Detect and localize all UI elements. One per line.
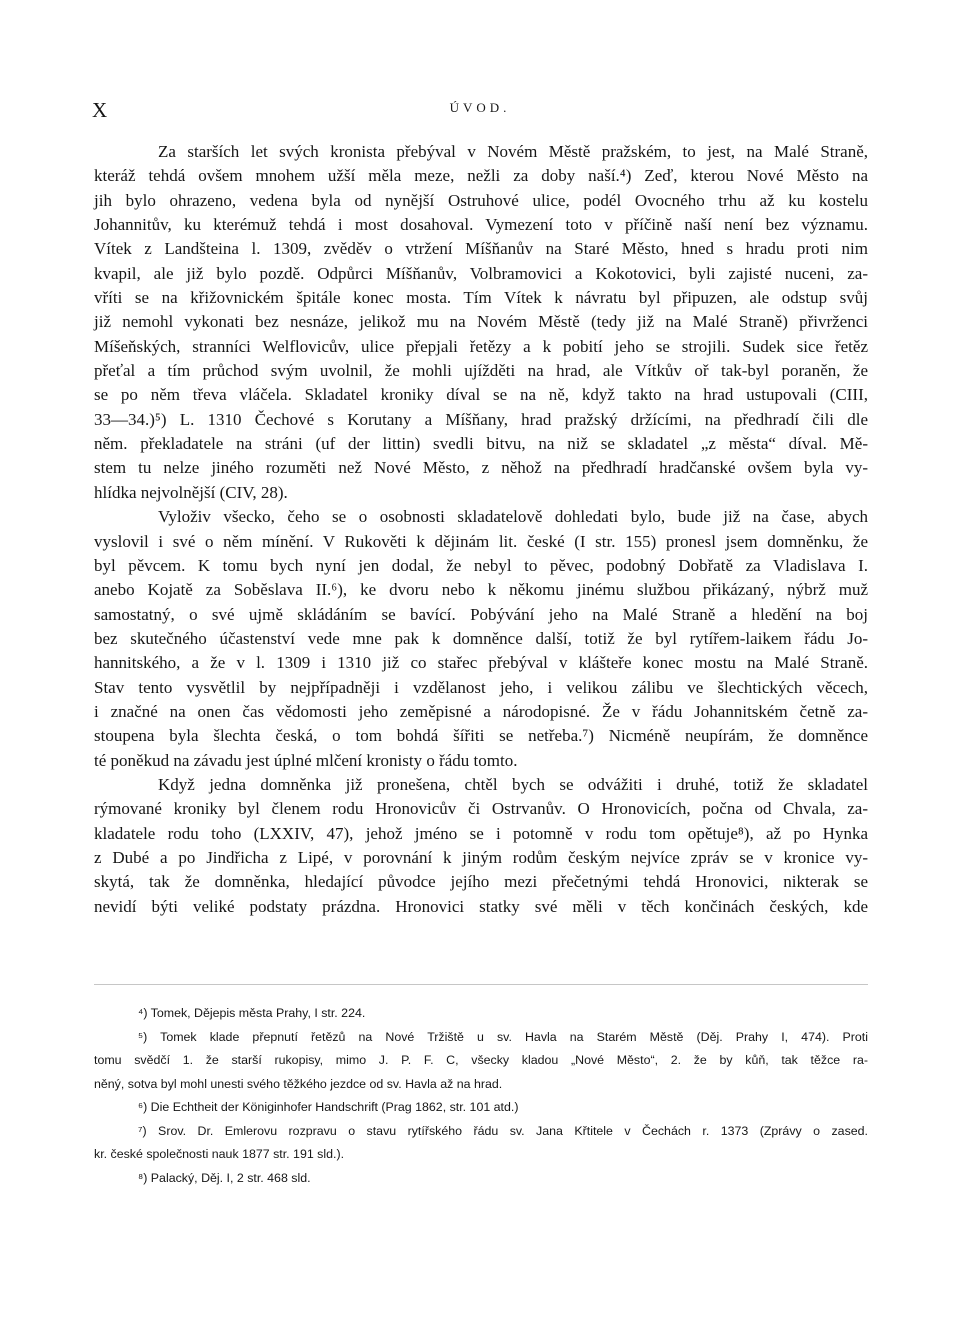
footnote-line: tomu svědčí 1. že starší rukopisy, mimo J. P. F. C, všecky kladou „Nové Město“, 2. že by kůň, tak těžce ra- [94, 1053, 868, 1067]
text-line: se po něm třeva vláčela. Skladatel kroniky díval se na ně, když takto na hrad ustupovali (CIII, [94, 385, 868, 405]
text-line: jih bylo ohrazeno, vedena byla od nynější Ostruhové ulice, podél Ovocného trhu až ku kostelu [94, 190, 868, 210]
text-line: samostatný, o své ujmě skládáním se bavící. Pobývání jeho na Malé Straně a hledění na boj [94, 604, 868, 624]
text-line: 33—34.)⁵) L. 1310 Čechové s Korutany a Míšňany, hrad pražský držícími, na předhradí čili dle [94, 409, 868, 429]
text-line: Za starších let svých kronista přebýval v Novém Městě pražském, to jest, na Malé Straně, [158, 142, 868, 161]
text-line: již nemohl vykonati bez nesnáze, jelikož mu na Novém Městě (tedy již na Malé Straně) přivrženci [94, 312, 868, 332]
text-line: Vítek z Landšteina l. 1309, zvěděv o vtržení Míšňanův na Staré Město, hned s hradu proti nim [94, 239, 868, 259]
text-line: nevidí býti veliké podstaty prázdna. Hronovici statky své měli v těch končinách českých, kde [94, 896, 868, 916]
text-line: kvapil, ale již bylo pozdě. Odpůrci Míšňanův, Volbramovici a Kokotovici, byli zajisté nuceni, za- [94, 263, 868, 283]
footnote-line: ⁸) Palacký, Děj. I, 2 str. 468 sld. [138, 1170, 311, 1185]
text-line: bez skutečného účastenství vede mne pak k domněnce další, totiž že byl rytířem-laikem řádu Jo- [94, 628, 868, 648]
text-line: kteráž tehdá ovšem mnohem užší měla meze, nežli za doby naší.⁴) Zeď, kterou Nové Město na [94, 166, 868, 186]
text-line: anebo Kojatě za Soběslava II.⁶), ke dvoru nebo k někomu jinému službou přikázaný, nýbrž muž [94, 580, 868, 600]
footnote-line: něný, sotva byl mohl unesti svého těžkého jezdce od sv. Havla až na hrad. [94, 1076, 503, 1091]
text-line: přeťal a tím průchod svým uvolnil, že mohli ujížděti na hrad, ale Vítkův oř tak-byl poraněn, že [94, 361, 868, 381]
text-line: Míšeňských, stranníci Welflovicův, ulice přepjali řetězy a k pobití jeho se strojili. Sudek sice řetěz [94, 336, 868, 356]
text-line: byl pěvcem. K tomu bych nyní jen dodal, že nebyl to pěvec, podobný Dobřatě za Vladislava I. [94, 555, 868, 575]
text-line: stem tu nelze jiného rozuměti než Nové Město, z něhož na předhradí hradčanské ovšem byla vy- [94, 458, 868, 478]
running-title: ÚVOD. [449, 100, 511, 115]
text-line: hannitského, a že v l. 1309 i 1310 již co stařec přebýval v klášteře konec mostu na Malé Straně. [94, 653, 868, 673]
footnote-line: ⁷) Srov. Dr. Emlerovu rozpravu o stavu rytířského řádu sv. Jana Křtitele v Čechách r. 1373 (Zprávy o zased. [138, 1123, 868, 1138]
page-number: X [92, 98, 109, 122]
text-line: Johannitův, ku kterémuž tehdá i most dosahoval. Vymezení toto v příčině naší není bez významu. [94, 215, 868, 235]
text-line: hlídka nejvolnější (CIV, 28). [94, 482, 288, 502]
text-line: něm. překladatele na stráni (uf der littin) svedli bitvu, na niž se skladatel „z města“ díval. Mě- [94, 434, 868, 454]
body-text [94, 140, 868, 919]
text-line: té poněkud na závadu jest úplné mlčení kronisty o řádu tomto. [94, 750, 518, 770]
footnote-rule [94, 984, 868, 985]
text-line: Stav tento vysvětlil by nejpřípadněji i vzdělanost jeho, i velikou zálibu ve šlechtických věcech, [94, 677, 868, 697]
text-line: stoupena byla šlechta česká, o tom bohdá šířiti se netřeba.⁷) Nicméně neupírám, že domněnce [94, 726, 868, 746]
text-line: vyslovil i své o něm mínění. V Rukověti k dějinám lit. české (I str. 155) pronesl jsem domněnku, že [94, 531, 868, 551]
footnotes [94, 1002, 868, 1190]
text-line: z Dubé a po Jindřicha z Lipé, v porovnání k jiným rodům českým nejvíce zpráv se v kronice vy- [94, 847, 868, 867]
text-line: rýmované kroniky byl členem rodu Hronovicův či Ostrvanův. O Hronovicích, počna od Chvala, za- [94, 799, 868, 819]
footnote-line: ⁴) Tomek, Dějepis města Prahy, I str. 224. [138, 1006, 366, 1020]
text-line: Když jedna domněnka již pronešena, chtěl bych se odvážiti i druhé, totiž že skladatel [158, 774, 868, 794]
text-line: vříti se na křižovnickém špitále konec mosta. Tím Vítek k návratu byl připuzen, ale odstup svůj [94, 288, 868, 308]
text-line: skytá, tak že domněnka, hledající původce jejího mezi přečetnými tehdá Hronovici, nikterak se [94, 872, 868, 892]
footnote-line: kr. české společnosti nauk 1877 str. 191 sld.). [94, 1147, 345, 1161]
text-line: i značné na onen čas vědomosti jeho zeměpisné a národopisné. Že v řádu Johannitském četně za- [94, 701, 868, 721]
text-line: kladatele rodu toho (LXXIV, 47), jehož jméno se i potomně v rodu tom opětuje⁸), až po Hynka [94, 823, 868, 843]
footnote-line: ⁶) Die Echtheit der Königinhofer Handschrift (Prag 1862, str. 101 atd.) [138, 1100, 519, 1114]
text-line: Vyloživ všecko, čeho se o osobnosti skladatelově dohledati bylo, bude již na čase, abych [158, 507, 868, 527]
footnote-line: ⁵) Tomek klade přepnutí řetězů na Nové Tržiště u sv. Havla na Starém Městě (Děj. Prahy I, 474). Proti [138, 1029, 868, 1044]
